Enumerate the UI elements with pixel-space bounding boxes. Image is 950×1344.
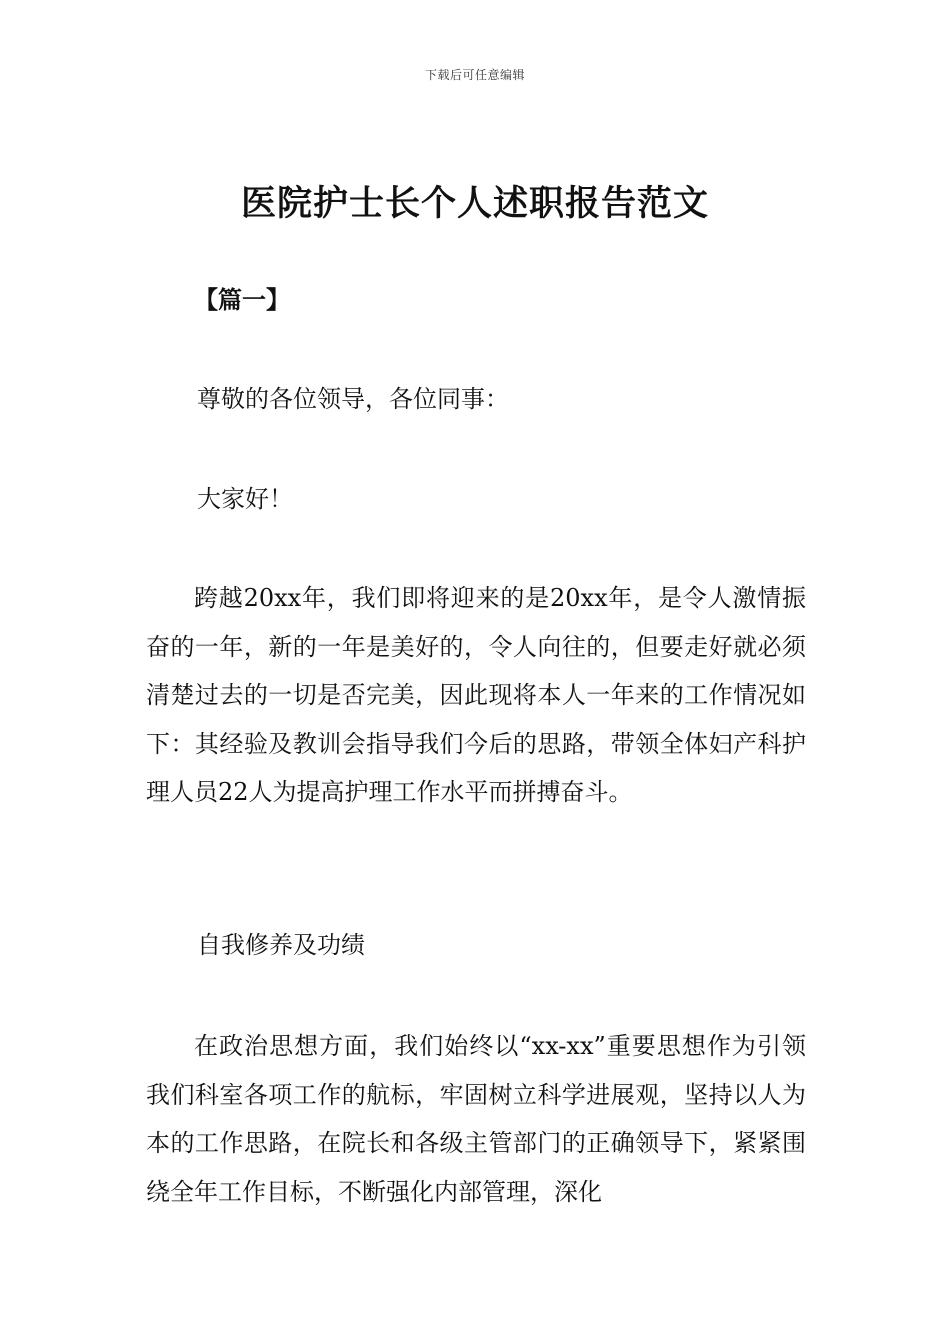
header-note: 下载后可任意编辑 <box>424 68 525 82</box>
document-title: 医院护士长个人述职报告范文 <box>240 183 709 224</box>
greeting-line: 大家好！ <box>197 485 293 513</box>
salutation-line: 尊敬的各位领导，各位同事： <box>197 385 509 413</box>
body-paragraph-1: 跨越20xx年，我们即将迎来的是20xx年，是令人激情振奋的一年，新的一年是美好的，令人向往的，但要走好就必须清楚过去的一切是否完美，因此现将本人一年来的工作情况如下：其经验及教训会指导我们今后的思路，带领全体妇产科护理人员22人为提高护理工作水平而拼搏奋斗。 <box>146 584 806 806</box>
subsection-heading: 自我修养及功绩 <box>197 931 365 959</box>
section-label: 【篇一】 <box>194 285 290 314</box>
body-paragraph-2: 在政治思想方面，我们始终以“xx-xx”重要思想作为引领我们科室各项工作的航标，牢固树立科学进展观，坚持以人为本的工作思路，在院长和各级主管部门的正确领导下，紧紧围绕全年工作目标，不断强化内部管理，深化 <box>146 1032 806 1206</box>
